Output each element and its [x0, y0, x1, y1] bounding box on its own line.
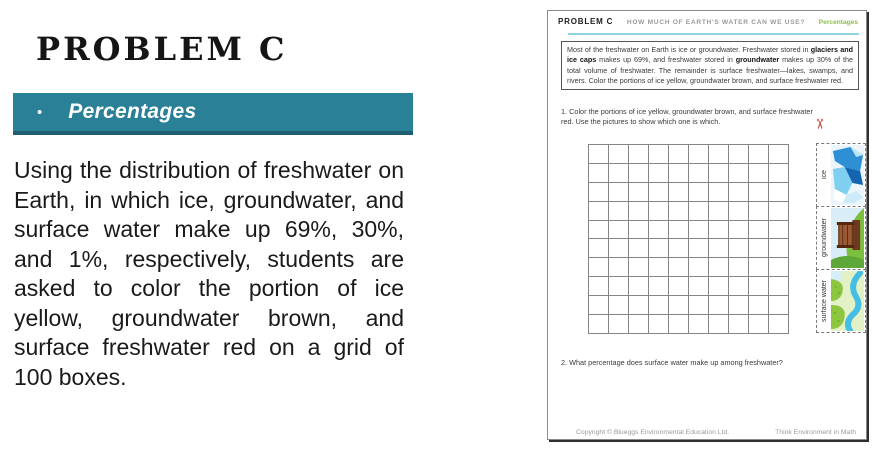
grid-cell	[609, 258, 629, 277]
grid-cell	[629, 183, 649, 202]
grid-cell	[769, 183, 789, 202]
grid-cell	[689, 183, 709, 202]
grid-cell	[629, 296, 649, 315]
grid-cell	[669, 145, 689, 164]
grid-cell	[609, 183, 629, 202]
grid-cell	[609, 145, 629, 164]
grid-cell	[589, 296, 609, 315]
grid-cell	[669, 183, 689, 202]
grid-cell	[729, 277, 749, 296]
grid-cell	[729, 164, 749, 183]
cutout-label-groundwater: groundwater	[821, 218, 828, 258]
grid-cell	[689, 221, 709, 240]
intro-bold-glaciers: glaciers and ice caps	[567, 45, 853, 65]
grid-cell	[589, 164, 609, 183]
groundwater-well-icon	[831, 208, 864, 268]
cutout-label-surface-water: surface water	[821, 279, 828, 323]
intro-text: makes up 69%, and freshwater stored in	[596, 55, 736, 65]
grid-cell	[669, 164, 689, 183]
question-2: 2. What percentage does surface water make up among freshwater?	[561, 358, 783, 367]
grid-cell	[769, 145, 789, 164]
grid-cell	[749, 164, 769, 183]
grid-cell	[649, 164, 669, 183]
cutout-label-ice: ice	[821, 170, 828, 180]
banner-label: Percentages	[68, 100, 197, 123]
worksheet-header	[558, 17, 858, 26]
grid-cell	[649, 315, 669, 334]
grid-cell	[589, 221, 609, 240]
grid-cell	[769, 221, 789, 240]
grid-cell	[609, 296, 629, 315]
worksheet-page	[547, 10, 867, 440]
grid-cell	[629, 315, 649, 334]
grid-cell	[649, 221, 669, 240]
grid-cell	[629, 202, 649, 221]
worksheet-intro-box	[561, 41, 859, 90]
footer-copyright: Copyright © Blueggs Environmental Education Ltd.	[576, 429, 730, 436]
grid-cell	[689, 258, 709, 277]
grid-cell	[669, 277, 689, 296]
grid-cell	[769, 315, 789, 334]
intro-bold-groundwater: groundwater	[735, 55, 780, 65]
grid-cell	[689, 296, 709, 315]
grid-cell	[609, 277, 629, 296]
grid-cell	[709, 258, 729, 277]
grid-cell	[729, 258, 749, 277]
grid-cell	[589, 315, 609, 334]
grid-cell	[769, 277, 789, 296]
intro-text: Most of the freshwater on Earth is ice or groundwater. Freshwater stored in	[567, 45, 811, 54]
grid-cell	[629, 221, 649, 240]
grid-cell	[649, 296, 669, 315]
grid-cell	[609, 221, 629, 240]
grid-cell	[749, 145, 769, 164]
grid-cell	[629, 258, 649, 277]
slide-title: PROBLEM C	[36, 30, 288, 68]
grid-cell	[649, 258, 669, 277]
grid-cell	[749, 239, 769, 258]
grid-cell	[729, 221, 749, 240]
grid-cell	[729, 145, 749, 164]
grid-cell	[709, 164, 729, 183]
grid-cell	[649, 239, 669, 258]
grid-cell	[649, 145, 669, 164]
bullet-icon: •	[37, 103, 43, 121]
worksheet-tag: Percentages	[818, 19, 858, 26]
grid-cell	[689, 239, 709, 258]
grid-cell	[709, 239, 729, 258]
grid-cell	[709, 296, 729, 315]
grid-cell	[769, 164, 789, 183]
grid-cell	[669, 221, 689, 240]
grid-cell	[649, 183, 669, 202]
grid-cell	[609, 315, 629, 334]
grid-cell	[749, 202, 769, 221]
grid-cell	[709, 183, 729, 202]
worksheet-problem-label: PROBLEM C	[558, 17, 614, 26]
grid-cell	[729, 239, 749, 258]
grid-cell	[589, 239, 609, 258]
grid-cell	[709, 202, 729, 221]
worksheet-grid	[588, 144, 789, 334]
grid-cell	[689, 145, 709, 164]
grid-cell	[629, 277, 649, 296]
grid-cell	[749, 221, 769, 240]
grid-cell	[709, 221, 729, 240]
river-icon	[831, 271, 864, 331]
cutout-ice	[816, 143, 866, 207]
slide-body-text: Using the distribution of freshwater on Earth, in which ice, groundwater, and surface water make up 69%, 30%, and 1%, respectively, students are asked to color the portion of ice yellow, groundwater brown, and surface freshwater red on a grid of 100 boxes.	[14, 157, 404, 390]
grid-cell	[649, 202, 669, 221]
grid-cell	[769, 239, 789, 258]
grid-cell	[749, 183, 769, 202]
grid-cell	[749, 315, 769, 334]
grid-cell	[649, 277, 669, 296]
intro-text: makes up 30% of the total volume of freshwater. The remainder is surface freshwater—lakes, swamps, and rivers. Color the portions of ice yellow, groundwater brown, and surface freshwater red.	[567, 55, 853, 86]
grid-cell	[689, 277, 709, 296]
grid-cell	[609, 239, 629, 258]
grid-cell	[709, 145, 729, 164]
grid-cell	[629, 239, 649, 258]
grid-cell	[629, 145, 649, 164]
grid-cell	[749, 296, 769, 315]
grid-cell	[689, 315, 709, 334]
grid-cell	[729, 183, 749, 202]
grid-cell	[669, 239, 689, 258]
grid-cell	[589, 258, 609, 277]
grid-cell	[729, 202, 749, 221]
cutout-surface-water	[816, 269, 866, 333]
grid-cell	[709, 277, 729, 296]
grid-cell	[689, 202, 709, 221]
iceberg-icon	[831, 145, 864, 205]
grid-cell	[749, 258, 769, 277]
grid-cell	[589, 277, 609, 296]
grid-cell	[749, 277, 769, 296]
grid-cell	[629, 164, 649, 183]
cutout-groundwater	[816, 206, 866, 270]
cutout-column	[816, 143, 866, 333]
grid-cell	[589, 202, 609, 221]
grid-cell	[729, 296, 749, 315]
grid-cell	[589, 145, 609, 164]
grid-cell	[729, 315, 749, 334]
grid-cell	[709, 315, 729, 334]
header-underline	[568, 33, 859, 35]
worksheet-footer	[576, 429, 856, 436]
grid-cell	[769, 202, 789, 221]
grid-cell	[609, 202, 629, 221]
question-1: 1. Color the portions of ice yellow, groundwater brown, and surface freshwater red. Use the pictures to show which one is which.	[561, 107, 813, 127]
percentages-banner	[13, 93, 413, 135]
grid-cell	[769, 258, 789, 277]
grid-cell	[589, 183, 609, 202]
grid-cell	[609, 164, 629, 183]
grid-cell	[669, 202, 689, 221]
grid-cell	[669, 258, 689, 277]
grid-cell	[689, 164, 709, 183]
worksheet-title: HOW MUCH OF EARTH'S WATER CAN WE USE?	[626, 19, 806, 26]
grid-cell	[769, 296, 789, 315]
footer-series-name: Think Environment in Math	[775, 429, 856, 436]
scissors-icon: ✂	[811, 118, 828, 130]
grid-cell	[669, 296, 689, 315]
grid-cell	[669, 315, 689, 334]
